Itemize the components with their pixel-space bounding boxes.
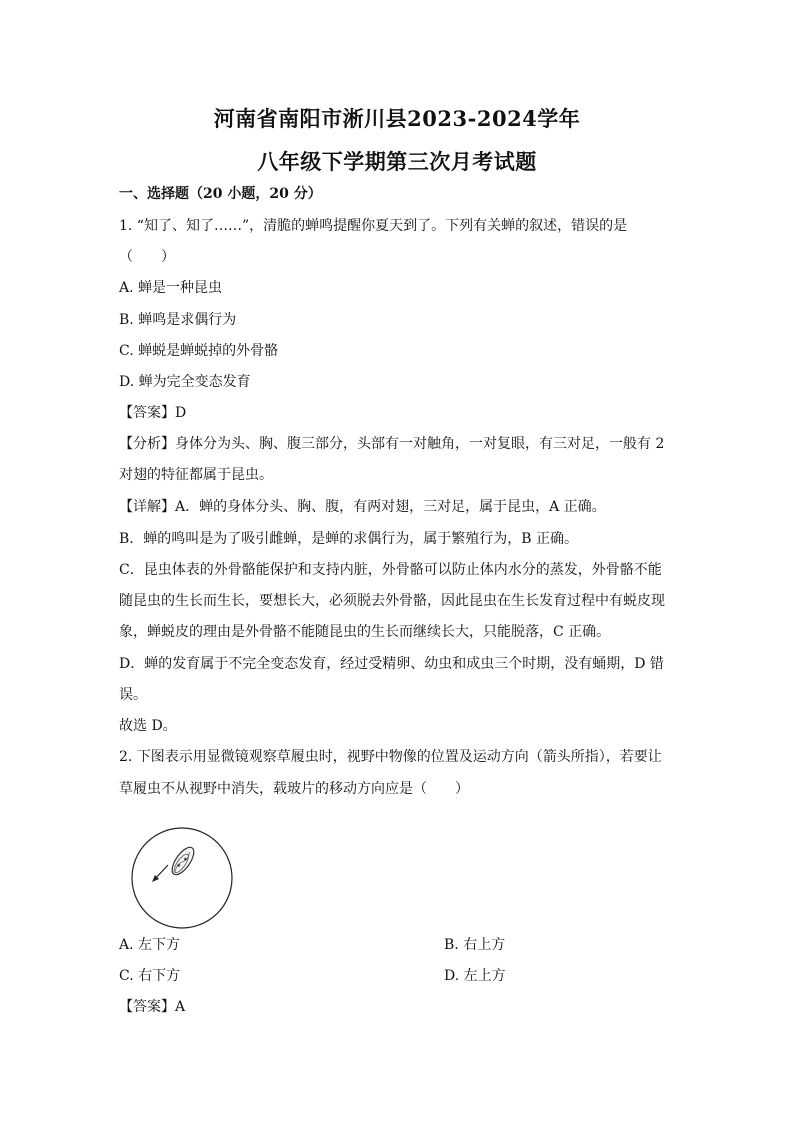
q1-option-c: C. 蝉蜕是蝉蜕掉的外骨骼 — [119, 343, 279, 359]
q2-option-a: A. 左下方 — [119, 937, 181, 953]
q1-option-b: B. 蝉鸣是求偶行为 — [119, 312, 237, 328]
q2-answer: 【答案】A — [119, 999, 186, 1015]
q1-option-d: D. 蝉为完全变态发育 — [119, 374, 251, 390]
q2-option-c: C. 右下方 — [119, 968, 181, 984]
section-heading: 一、选择题（20 小题，20 分） — [119, 186, 322, 202]
document-title-line2: 八年级下学期第三次月考试题 — [257, 149, 537, 174]
q1-detail-line1: 【详解】A．蝉的身体分头、胸、腹，有两对翅，三对足，属于昆虫，A 正确。 — [119, 499, 606, 515]
q2-stem-line2: 草履虫不从视野中消失，载玻片的移动方向应是（ ） — [119, 781, 469, 797]
movement-arrow-icon — [152, 865, 168, 882]
q2-option-d: D. 左上方 — [444, 968, 506, 984]
q1-stem-line1: 1. “知了、知了……”，清脆的蝉鸣提醒你夏天到了。下列有关蝉的叙述，错误的是 — [119, 218, 628, 234]
q1-conclusion: 故选 D。 — [119, 718, 177, 734]
q1-stem-line2: （ ） — [119, 249, 175, 265]
q1-detail-line3: C．昆虫体表的外骨骼能保护和支持内脏，外骨骼可以防止体内水分的蒸发，外骨骼不能 — [119, 562, 662, 578]
q2-stem-line1: 2. 下图表示用显微镜观察草履虫时，视野中物像的位置及运动方向（箭头所指），若要让 — [119, 749, 662, 765]
q1-option-a: A. 蝉是一种昆虫 — [119, 280, 223, 296]
microscope-field-diagram — [130, 826, 234, 930]
q1-detail-line5: 象，蝉蜕皮的理由是外骨骼不能随昆虫的生长而继续长大，只能脱落，C 正确。 — [119, 624, 611, 640]
field-of-view-circle — [132, 828, 232, 928]
q1-detail-line7: 误。 — [119, 687, 147, 703]
document-title-line1: 河南省南阳市淅川县2023-2024学年 — [213, 106, 581, 131]
paramecium-icon — [168, 844, 198, 878]
q1-answer: 【答案】D — [119, 405, 187, 421]
q1-analysis-line1: 【分析】身体分为头、胸、腹三部分，头部有一对触角，一对复眼，有三对足，一般有 2 — [119, 436, 665, 452]
q1-analysis-line2: 对翅的特征都属于昆虫。 — [119, 467, 273, 483]
q1-detail-line4: 随昆虫的生长而生长，要想长大，必须脱去外骨骼，因此昆虫在生长发育过程中有蜕皮现 — [119, 593, 665, 609]
q2-option-b: B. 右上方 — [444, 937, 506, 953]
q1-detail-line6: D．蝉的发育属于不完全变态发育，经过受精卵、幼虫和成虫三个时期，没有蛹期，D 错 — [119, 656, 664, 672]
q1-detail-line2: B．蝉的鸣叫是为了吸引雌蝉，是蝉的求偶行为，属于繁殖行为，B 正确。 — [119, 531, 579, 547]
